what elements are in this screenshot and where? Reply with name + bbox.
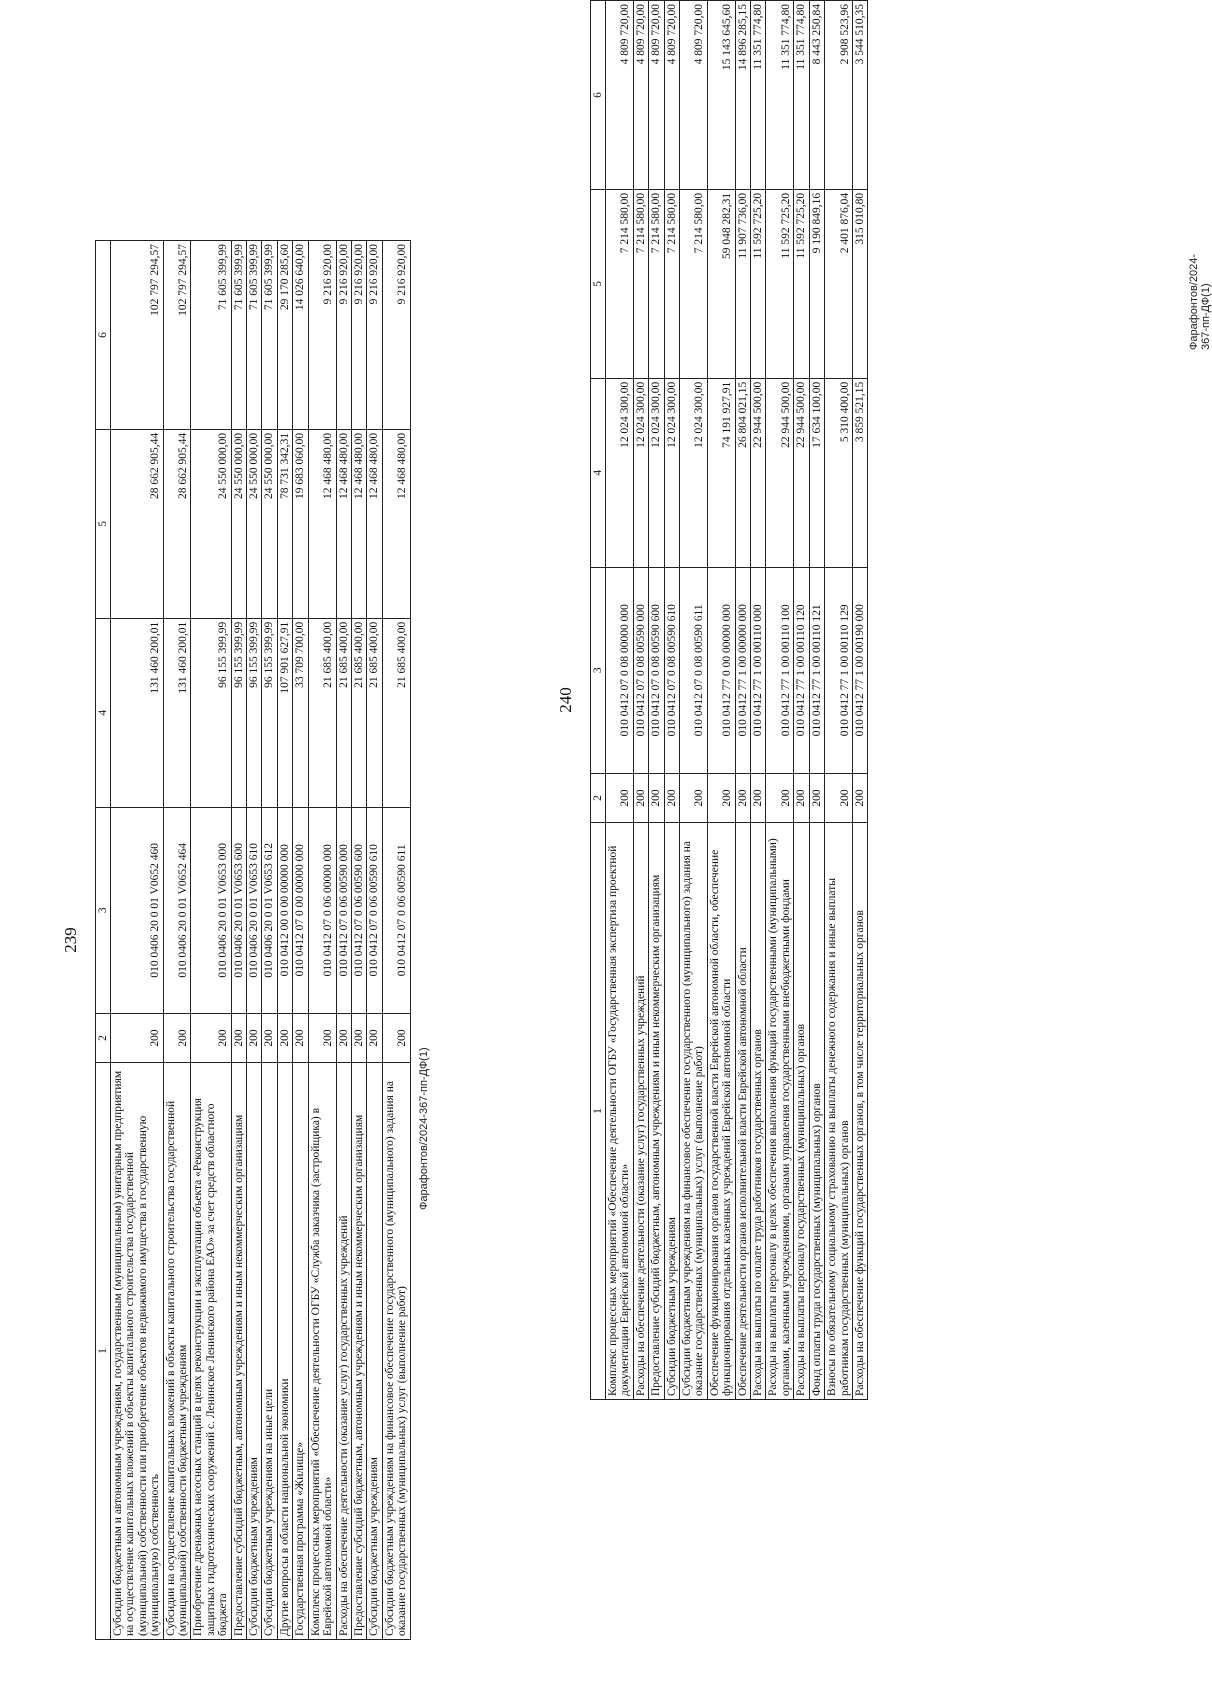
- row-value-col6: 71 605 399,99: [191, 241, 231, 430]
- table-row: [707, 1, 735, 1400]
- row-value-col6: 9 216 920,00: [367, 241, 382, 430]
- row-code: 200: [247, 1013, 262, 1062]
- row-value-col6: 2 908 523,96: [825, 1, 853, 190]
- row-value-col5: 59 048 282,31: [707, 189, 735, 378]
- table-row: [735, 1, 750, 1400]
- header-cell: 1: [591, 822, 606, 1399]
- row-kbk-code: 010 0412 77 1 00 00110 121: [809, 567, 824, 773]
- row-value-col6: 4 809 720,00: [664, 1, 679, 190]
- row-value-col5: 12 468 480,00: [351, 429, 366, 618]
- row-value-col6: 4 809 720,00: [633, 1, 648, 190]
- row-value-col6: 4 809 720,00: [606, 1, 634, 190]
- table-body: [111, 241, 411, 1640]
- row-value-col6: 9 216 920,00: [308, 241, 336, 430]
- row-name: Расходы на выплаты персоналу государственных (муниципальных) органов: [794, 822, 809, 1399]
- row-value-col4: 21 685 400,00: [382, 618, 410, 807]
- row-value-col5: 12 468 480,00: [382, 429, 410, 618]
- table-row: [664, 1, 679, 1400]
- header-row: [96, 241, 111, 1640]
- row-name: Расходы на выплаты по оплате труда работников государственных органов: [751, 822, 766, 1399]
- row-code: 200: [382, 1013, 410, 1062]
- row-value-col4: 107 901 627,91: [277, 618, 292, 807]
- row-kbk-code: 010 0412 07 0 00 00000 000: [293, 807, 308, 1013]
- row-name: Расходы на обеспечение деятельности (оказание услуг) государственных учреждений: [336, 1062, 351, 1639]
- page-239: [61, 240, 515, 1640]
- header-cell: 2: [591, 773, 606, 822]
- row-code: 200: [707, 773, 735, 822]
- row-value-col4: 22 944 500,00: [751, 378, 766, 567]
- row-value-col5: 7 214 580,00: [649, 189, 664, 378]
- row-code: 200: [308, 1013, 336, 1062]
- row-name: Субсидии бюджетным учреждениям: [247, 1062, 262, 1639]
- row-code: 200: [825, 773, 853, 822]
- row-value-col6: 8 443 250,84: [809, 1, 824, 190]
- row-name: Обеспечение деятельности органов исполнительной власти Еврейской автономной области: [735, 822, 750, 1399]
- table-row: [606, 1, 634, 1400]
- row-value-col5: 24 550 000,00: [231, 429, 246, 618]
- row-name: Субсидии бюджетным учреждениям: [664, 822, 679, 1399]
- row-code: 200: [735, 773, 750, 822]
- row-kbk-code: 010 0406 20 0 01 V0652 464: [163, 807, 191, 1013]
- row-value-col4: 17 634 100,00: [809, 378, 824, 567]
- row-kbk-code: 010 0412 07 0 08 00590 611: [680, 567, 708, 773]
- row-code: 200: [766, 773, 794, 822]
- row-value-col6: 11 351 774,80: [794, 1, 809, 190]
- row-value-col4: 96 155 399,99: [262, 618, 277, 807]
- row-name: Субсидии бюджетным учреждениям: [367, 1062, 382, 1639]
- row-value-col4: 21 685 400,00: [336, 618, 351, 807]
- row-value-col4: 96 155 399,99: [231, 618, 246, 807]
- row-value-col5: 78 731 342,31: [277, 429, 292, 618]
- row-kbk-code: 010 0412 77 1 00 00110 100: [766, 567, 794, 773]
- table-row: [809, 1, 824, 1400]
- row-value-col6: 4 809 720,00: [680, 1, 708, 190]
- table-row: [336, 241, 351, 1640]
- header-cell: 5: [96, 429, 111, 618]
- row-code: 200: [680, 773, 708, 822]
- row-value-col6: 14 896 285,15: [735, 1, 750, 190]
- header-row: [591, 1, 606, 1400]
- row-name: Фонд оплаты труда государственных (муниципальных) органов: [809, 822, 824, 1399]
- row-code: 200: [809, 773, 824, 822]
- row-code: 200: [649, 773, 664, 822]
- row-value-col5: 11 592 725,20: [794, 189, 809, 378]
- header-cell: 1: [96, 1062, 111, 1639]
- row-kbk-code: 010 0412 07 0 06 00590 611: [382, 807, 410, 1013]
- row-name: Комплекс процессных мероприятий «Обеспечение деятельности ОГБУ «Государственная экспертиза проектной документации Еврейской автономной области»: [606, 822, 634, 1399]
- row-kbk-code: 010 0412 07 0 08 00590 610: [664, 567, 679, 773]
- row-value-col6: 29 170 285,60: [277, 241, 292, 430]
- row-value-col4: 21 685 400,00: [367, 618, 382, 807]
- row-value-col4: 5 310 400,00: [825, 378, 853, 567]
- row-name: Субсидии бюджетным учреждениям на финансовое обеспечение государственного (муниципального) задания на оказание государственных (муниципальных) услуг (выполнение работ): [680, 822, 708, 1399]
- row-value-col5: 12 468 480,00: [367, 429, 382, 618]
- page-240: [556, 0, 1010, 1400]
- table-row: [852, 1, 867, 1400]
- table-row: [794, 1, 809, 1400]
- header-cell: 6: [96, 241, 111, 430]
- row-kbk-code: 010 0412 77 1 00 00110 129: [825, 567, 853, 773]
- table-row: [262, 241, 277, 1640]
- row-value-col4: 96 155 399,99: [191, 618, 231, 807]
- row-kbk-code: 010 0412 00 0 00 00000 000: [277, 807, 292, 1013]
- row-value-col4: 74 191 927,91: [707, 378, 735, 567]
- row-name: Расходы на обеспечение функций государственных органов, в том числе территориальных органов: [852, 822, 867, 1399]
- row-value-col4: 96 155 399,99: [247, 618, 262, 807]
- row-code: 200: [852, 773, 867, 822]
- table-row: [231, 241, 246, 1640]
- row-value-col5: 9 190 849,16: [809, 189, 824, 378]
- row-code: 200: [664, 773, 679, 822]
- row-code: 200: [191, 1013, 231, 1062]
- row-value-col6: 9 216 920,00: [382, 241, 410, 430]
- table-row: [680, 1, 708, 1400]
- row-value-col4: 21 685 400,00: [351, 618, 366, 807]
- page-number: 240: [556, 687, 575, 713]
- row-kbk-code: 010 0412 07 0 08 00590 600: [649, 567, 664, 773]
- row-code: 200: [163, 1013, 191, 1062]
- row-value-col5: 11 592 725,20: [751, 189, 766, 378]
- header-cell: 5: [591, 189, 606, 378]
- row-code: 200: [262, 1013, 277, 1062]
- row-kbk-code: 010 0412 77 0 00 00000 000: [707, 567, 735, 773]
- row-value-col4: 12 024 300,00: [606, 378, 634, 567]
- table-row: [247, 241, 262, 1640]
- row-kbk-code: 010 0406 20 0 01 V0653 600: [231, 807, 246, 1013]
- footer-label: Фарафонтов/2024-367-пп-ДФ(1): [418, 1047, 430, 1210]
- row-name: Комплекс процессных мероприятий «Обеспечение деятельности ОГБУ «Служба заказчика (застройщика) в Еврейской автономной области»: [308, 1062, 336, 1639]
- row-value-col5: 12 468 480,00: [336, 429, 351, 618]
- row-value-col6: 71 605 399,99: [262, 241, 277, 430]
- header-cell: 4: [591, 378, 606, 567]
- row-code: 200: [293, 1013, 308, 1062]
- row-value-col6: 11 351 774,80: [751, 1, 766, 190]
- table-row: [766, 1, 794, 1400]
- row-value-col6: 15 143 645,60: [707, 1, 735, 190]
- row-value-col5: 24 550 000,00: [262, 429, 277, 618]
- row-value-col5: 7 214 580,00: [680, 189, 708, 378]
- row-kbk-code: 010 0412 07 0 08 00000 000: [606, 567, 634, 773]
- row-code: 200: [751, 773, 766, 822]
- table-row: [293, 241, 308, 1640]
- row-name: Государственная программа «Жилище»: [293, 1062, 308, 1639]
- row-value-col5: 11 592 725,20: [766, 189, 794, 378]
- row-code: 200: [794, 773, 809, 822]
- row-name: Другие вопросы в области национальной экономики: [277, 1062, 292, 1639]
- row-value-col5: 7 214 580,00: [633, 189, 648, 378]
- row-code: 200: [111, 1013, 164, 1062]
- table-row: [751, 1, 766, 1400]
- row-value-col4: 33 709 700,00: [293, 618, 308, 807]
- row-name: Приобретение дренажных насосных станций в целях реконструкции и эксплуатации объекта «Реконструкция защитных гидротехнических сооружений с. Ленинское Ленинского района ЕАО» за счет средств областного бюджета: [191, 1062, 231, 1639]
- table-row: [351, 241, 366, 1640]
- row-kbk-code: 010 0406 20 0 01 V0653 000: [191, 807, 231, 1013]
- row-value-col4: 12 024 300,00: [664, 378, 679, 567]
- table-row: [308, 241, 336, 1640]
- row-code: 200: [277, 1013, 292, 1062]
- row-name: Субсидии бюджетным учреждениям на иные цели: [262, 1062, 277, 1639]
- row-kbk-code: 010 0412 77 1 00 00190 000: [852, 567, 867, 773]
- row-kbk-code: 010 0412 07 0 08 00590 000: [633, 567, 648, 773]
- row-value-col5: 28 662 905,44: [111, 429, 164, 618]
- table-row: [191, 241, 231, 1640]
- table-row: [825, 1, 853, 1400]
- row-kbk-code: 010 0412 77 1 00 00000 000: [735, 567, 750, 773]
- row-value-col5: 11 907 736,00: [735, 189, 750, 378]
- table-row: [649, 1, 664, 1400]
- row-code: 200: [633, 773, 648, 822]
- row-kbk-code: 010 0412 07 0 06 00590 000: [336, 807, 351, 1013]
- table-row: [163, 241, 191, 1640]
- header-cell: 6: [591, 1, 606, 190]
- table-body: [606, 1, 868, 1400]
- table-row: [277, 241, 292, 1640]
- row-name: Обеспечение функционирования органов государственной власти Еврейской автономной области, обеспечение функционирования отдельных казенных учреждений Еврейской автономной области: [707, 822, 735, 1399]
- row-kbk-code: 010 0412 07 0 06 00590 610: [367, 807, 382, 1013]
- row-name: Расходы на выплаты персоналу в целях обеспечения выполнения функций государственными (муниципальными) органами, казенными учреждениями, органами управления государственными внебюджетными фондами: [766, 822, 794, 1399]
- table-row: [111, 241, 164, 1640]
- row-value-col5: 24 550 000,00: [247, 429, 262, 618]
- row-code: 200: [336, 1013, 351, 1062]
- row-value-col4: 22 944 500,00: [766, 378, 794, 567]
- budget-table: [590, 0, 868, 1400]
- header-cell: 4: [96, 618, 111, 807]
- row-kbk-code: 010 0412 77 1 00 00110 000: [751, 567, 766, 773]
- row-value-col4: 21 685 400,00: [308, 618, 336, 807]
- row-code: 200: [367, 1013, 382, 1062]
- row-value-col6: 4 809 720,00: [649, 1, 664, 190]
- row-code: 200: [231, 1013, 246, 1062]
- row-value-col6: 9 216 920,00: [336, 241, 351, 430]
- row-value-col5: 7 214 580,00: [664, 189, 679, 378]
- row-kbk-code: 010 0412 07 0 06 00590 600: [351, 807, 366, 1013]
- page-number: 239: [61, 927, 80, 953]
- table-row: [367, 241, 382, 1640]
- row-name: Субсидии бюджетным учреждениям на финансовое обеспечение государственного (муниципального) задания на оказание государственных (муниципальных) услуг (выполнение работ): [382, 1062, 410, 1639]
- row-code: 200: [351, 1013, 366, 1062]
- row-value-col6: 14 026 640,00: [293, 241, 308, 430]
- row-value-col4: 12 024 300,00: [633, 378, 648, 567]
- row-value-col4: 12 024 300,00: [649, 378, 664, 567]
- row-kbk-code: 010 0412 07 0 06 00000 000: [308, 807, 336, 1013]
- row-value-col5: 2 401 876,04: [825, 189, 853, 378]
- row-value-col5: 315 010,80: [852, 189, 867, 378]
- row-name: Субсидии на осуществление капитальных вложений в объекты капитального строительства государственной (муниципальной) собственности бюджетным учреждениям: [163, 1062, 191, 1639]
- row-name: Расходы на обеспечение деятельности (оказание услуг) государственных учреждений: [633, 822, 648, 1399]
- row-value-col6: 102 797 294,57: [111, 241, 164, 430]
- row-kbk-code: 010 0406 20 0 01 V0652 460: [111, 807, 164, 1013]
- row-name: Предоставление субсидий бюджетным, автономным учреждениям и иным некоммерческим организациям: [231, 1062, 246, 1639]
- row-value-col4: 131 460 200,01: [111, 618, 164, 807]
- row-value-col5: 28 662 905,44: [163, 429, 191, 618]
- row-value-col6: 11 351 774,80: [766, 1, 794, 190]
- row-kbk-code: 010 0412 77 1 00 00110 120: [794, 567, 809, 773]
- row-code: 200: [606, 773, 634, 822]
- row-value-col6: 102 797 294,57: [163, 241, 191, 430]
- row-kbk-code: 010 0406 20 0 01 V0653 612: [262, 807, 277, 1013]
- row-name: Предоставление субсидий бюджетным, автономным учреждениям и иным некоммерческим организациям: [649, 822, 664, 1399]
- row-name: Предоставление субсидий бюджетным, автономным учреждениям и иным некоммерческим организациям: [351, 1062, 366, 1639]
- table-row: [633, 1, 648, 1400]
- row-value-col4: 12 024 300,00: [680, 378, 708, 567]
- row-value-col5: 19 683 060,00: [293, 429, 308, 618]
- row-value-col5: 7 214 580,00: [606, 189, 634, 378]
- row-value-col6: 3 544 510,35: [852, 1, 867, 190]
- budget-table: [95, 240, 411, 1640]
- row-name: Субсидии бюджетным и автономным учреждениям, государственным (муниципальным) унитарным предприятиям на осуществление капитальных вложений в объекты капитального строительства государственной (муниципальной) собственности или приобретение объектов недвижимого имущества в государственную (муниципальную) собственность: [111, 1062, 164, 1639]
- header-cell: 2: [96, 1013, 111, 1062]
- row-value-col5: 24 550 000,00: [191, 429, 231, 618]
- row-value-col6: 71 605 399,99: [231, 241, 246, 430]
- row-value-col4: 131 460 200,01: [163, 618, 191, 807]
- row-value-col6: 9 216 920,00: [351, 241, 366, 430]
- header-cell: 3: [96, 807, 111, 1013]
- table-row: [382, 241, 410, 1640]
- row-value-col4: 26 804 021,15: [735, 378, 750, 567]
- footer-label: Фарафонтов/2024-367-пп-ДФ(1): [1188, 253, 1212, 350]
- row-kbk-code: 010 0406 20 0 01 V0653 610: [247, 807, 262, 1013]
- row-name: Взносы по обязательному социальному страхованию на выплаты денежного содержания и иные выплаты работникам государственных (муниципальных) органов: [825, 822, 853, 1399]
- row-value-col5: 12 468 480,00: [308, 429, 336, 618]
- row-value-col4: 3 859 521,15: [852, 378, 867, 567]
- row-value-col4: 22 944 500,00: [794, 378, 809, 567]
- row-value-col6: 71 605 399,99: [247, 241, 262, 430]
- header-cell: 3: [591, 567, 606, 773]
